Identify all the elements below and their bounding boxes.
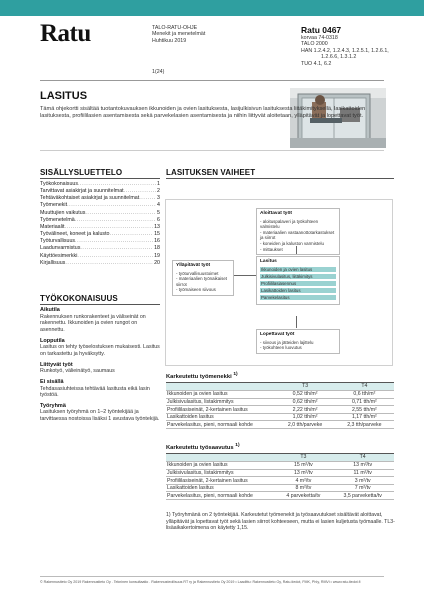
box-item: Parvekelasitus [260, 295, 336, 301]
footer-divider [40, 576, 384, 577]
arrow-connector [296, 316, 297, 328]
toc-item[interactable] [40, 202, 160, 209]
info-block [40, 307, 160, 333]
info-block [40, 338, 160, 358]
info-block-title: Lopputila [40, 337, 65, 344]
toc-item-label: Tehtäväkohtaiset asiakirjat ja suunnitelmat [40, 195, 140, 202]
toc-item-page: 20 [154, 259, 160, 266]
box-item: Lasikattoiden lasitus [260, 288, 336, 294]
ratu-logo: Ratu [40, 20, 91, 47]
table-row: Profiililasiseinät, 2-kertainen lasitus 2,22 tth/m² 2,55 tth/m² [166, 406, 394, 414]
toc-item[interactable] [40, 260, 160, 267]
info-block-title: Työryhmä [40, 402, 66, 409]
toc-item[interactable] [40, 217, 160, 224]
table-header: T4 [335, 383, 394, 391]
header-org-info [152, 25, 205, 44]
table-row: Lasikattoiden lasitus 8 m²/tv 7 m²/tv [166, 484, 394, 492]
info-block-title: Ei sisällä [40, 378, 64, 385]
box-item: - materiaalien vastaanottotarkastukset ja siirrot [260, 229, 335, 241]
toc-item-label: Työkokonaisuus [40, 181, 78, 187]
upkeep-works-box [172, 260, 234, 296]
table-header: T4 [331, 454, 394, 462]
table-title: Karkeutettu työmenekki $^{1)}$ [166, 372, 394, 383]
arrow-connector [234, 275, 256, 276]
doc-meta-line: HAN 1.2.4.2, 1.2.4.3, 1.2.5.1, 1.2.6.1, [301, 47, 389, 54]
arrow-connector [296, 246, 297, 254]
toc-item[interactable] [40, 238, 160, 245]
box-item: - mittaukset [260, 246, 283, 252]
org-line: Menekit ja menetelmät [152, 31, 206, 38]
box-item: Ikkunoiden ja ovien lasitus [260, 267, 336, 273]
toc-item-label: Työturvallisuus [40, 238, 76, 245]
doc-meta-line: TALO 2000 [301, 41, 328, 48]
box-item: - työkohteen luovutus [260, 345, 302, 351]
toc-item-page: 16 [154, 238, 160, 245]
table-header: T3 [275, 383, 334, 391]
doc-meta-line: TUO 4.1, 6.2 [301, 60, 332, 67]
doc-meta-line: korvaa 74-0318 [301, 35, 338, 41]
table-header-row [166, 454, 394, 462]
glazing-main-box [256, 256, 340, 305]
box-item: Profiililasiasennus [260, 281, 336, 287]
info-block [40, 362, 160, 375]
phases-heading-rule [166, 178, 394, 179]
table-row: Julkisivulasitus, listakimmitys 13 m²/tv 11 m²/tv [166, 469, 394, 477]
labour-input-table [166, 372, 394, 429]
page-title: LASITUS [40, 90, 88, 102]
table-of-contents [40, 181, 160, 267]
info-block-text: Lasitus on tehty työselostuksen mukaisesti. Lasitus on tarkastettu ja hyväksytty. [40, 344, 160, 357]
info-block [40, 403, 160, 423]
org-line: Huhtikuu 2019 [152, 37, 187, 44]
table-header [166, 383, 275, 391]
toc-item-page: 19 [154, 252, 160, 259]
toc-item[interactable] [40, 253, 160, 260]
toc-item-page: 3 [157, 195, 160, 202]
info-block-text: Lasituksen työryhmä on 1–2 työntekijää ja tarvittaessa nostoissa lisäksi 1 avustava työntekijä. [40, 409, 160, 423]
footnote: 1) Työryhmänä on 2 työntekijää. Karkeutetut työmenekit ja työsaavutukset sisältävät aloittavat, ylläpitävät ja lopettavat työt sekä lasien siirrot kohteeseen, mutta ei lasien kuljetusta työmaalle. TL3-lisäaikakertoimena on käytetty 1,15. [166, 512, 395, 532]
info-block [40, 379, 160, 399]
toc-item[interactable] [40, 188, 160, 195]
table-row: Profiililasiseinät, 2-kertainen lasitus 4 m²/tv 3 m²/tv [166, 477, 394, 485]
table-title: Karkeutettu työsaavutus $^{1)}$ [166, 443, 394, 454]
toc-item-page: 2 [157, 188, 160, 195]
table-row: Parvekelasitus, pieni, normaali kohde 4 parveketta/tv 3,5 parveketta/tv [166, 492, 394, 500]
toc-item-page: 15 [154, 231, 160, 238]
box-title: Lopettavat työt [260, 332, 295, 337]
toc-item-label: Kirjallisuus [40, 259, 66, 266]
toc-item-label: Käyttöesimerkki [40, 252, 78, 259]
toc-item-label: Työmenetelmä [40, 216, 75, 223]
info-block-text: Tehdasasiuhteissa tehtävää lasitusta eikä lasin työstöä. [40, 385, 150, 399]
toc-item-label: Materiaalit [40, 223, 65, 230]
work-package-heading: TYÖKOKONAISUUS [40, 294, 118, 303]
toc-heading-rule [40, 178, 160, 179]
toc-item[interactable] [40, 231, 160, 238]
doc-title: Ratu 0467 [301, 25, 342, 35]
info-block-text: Rakennuksen runkorakenteet ja väliseinät on rakennettu. Ikkunoiden ja ovien rungot on asennettu. [40, 313, 146, 333]
toc-item-label: Laadunvarmistus [40, 245, 81, 252]
footer-text: © Rakennustieto Oy 2019 Rakennustieto Oy ∙ Tekninen konsultaatio ∙ Rakennusteollisuus RT ry ja Rakennustieto Oy 2019 • Laadittu: Rakennustieto Oy, Ratu-tiedot, FMK, PhIy, RMVi • www.ratu-tiedot.fi [40, 580, 361, 584]
info-block-title: Liittyvät työt [40, 361, 73, 368]
toc-item[interactable] [40, 224, 160, 231]
toc-item-page: 1 [157, 181, 160, 187]
intro-text: Tämä ohjekortti sisältää tuotantokuvauksen ikkunoiden ja ovien lasituksesta, lasijulkisivun lasituksesta liitäkimityksellä, lasikattoiden lasituksesta, profiililasien asentamisesta sekä parvekelasien asentamisesta ja niihin liittyvät aloitetaan, ylläpitävät ja lopettavat työt. [40, 106, 366, 120]
phases-heading: LASITUKSEN VAIHEET [166, 168, 256, 177]
table-row: Parvekelasitus, pieni, normaali kohde 2,0 tth/parveke 2,3 tth/parveke [166, 421, 394, 429]
header-divider [40, 80, 384, 81]
toc-item-page: 5 [157, 209, 160, 216]
toc-item[interactable] [40, 245, 160, 252]
table-header [166, 454, 275, 462]
output-table [166, 443, 394, 500]
end-works-box [256, 329, 340, 354]
page-code: 1(24) [152, 69, 165, 75]
start-works-box [256, 208, 340, 255]
table-header-row [166, 383, 394, 391]
toc-item-label: Muuttujien vaikutus [40, 209, 86, 216]
work-package-rule [40, 304, 160, 305]
table-header: T3 [275, 454, 331, 462]
toc-item[interactable] [40, 181, 160, 188]
toc-item[interactable] [40, 195, 160, 202]
box-item: - aloituspalaveri ja työkohteen valmistelu [260, 218, 319, 230]
header-doc-info [301, 25, 389, 67]
table-row: Ikkunoiden ja ovien lasitus 15 m²/tv 13 m²/tv [166, 462, 394, 470]
toc-item-page: 6 [157, 216, 160, 223]
work-package-info [40, 307, 160, 427]
info-block-title: Aikutila [40, 307, 60, 313]
toc-item-label: Työvälineet, koneet ja kalusto [40, 231, 110, 238]
box-item: - työturvallisuustoimet [176, 270, 219, 276]
toc-item[interactable] [40, 210, 160, 217]
toc-item-label: Työmenekit [40, 202, 68, 209]
table-row: Ikkunoiden ja ovien lasitus 0,52 tth/m² 0,6 tth/m² [166, 391, 394, 399]
box-item: - työmaiseen siivous [176, 287, 216, 293]
box-title: Aloittavat työt [260, 211, 292, 216]
toc-item-page: 4 [157, 202, 160, 209]
toc-item-page: 13 [154, 223, 160, 230]
table-row: Julkisivulasitus, listakimmitys 0,62 tth/m² 0,71 tth/m² [166, 398, 394, 406]
box-item: - koneiden ja kaluston varmistelu [260, 240, 324, 246]
toc-item-page: 18 [154, 245, 160, 252]
org-line: TALO-RATU-OHJE [152, 25, 198, 31]
info-block-text: Runkotyö, välieinätyö, saumaus [40, 368, 115, 375]
doc-meta-line: 1.2.6.6, 1.3.1.2 [321, 54, 357, 61]
top-color-bar [0, 0, 424, 16]
box-item: - siivous ja jätteiden lajittelu [260, 339, 314, 345]
box-title: Ylläpitävät työt [176, 263, 211, 268]
toc-heading: SISÄLLYSLUETTELO [40, 168, 123, 177]
box-title: Lasitus [260, 259, 277, 264]
intro-divider [40, 150, 384, 151]
box-item: - materiaalien työnaikaiset siirrot [176, 276, 228, 287]
box-item: Julkisivulasitus, liitäkimitys [260, 274, 336, 280]
table-row: Lasikattoiden lasitus 1,02 tth/m² 1,17 tth/m² [166, 413, 394, 421]
toc-item-label: Tarvittavat asiakirjat ja suunnitelmat [40, 188, 124, 195]
